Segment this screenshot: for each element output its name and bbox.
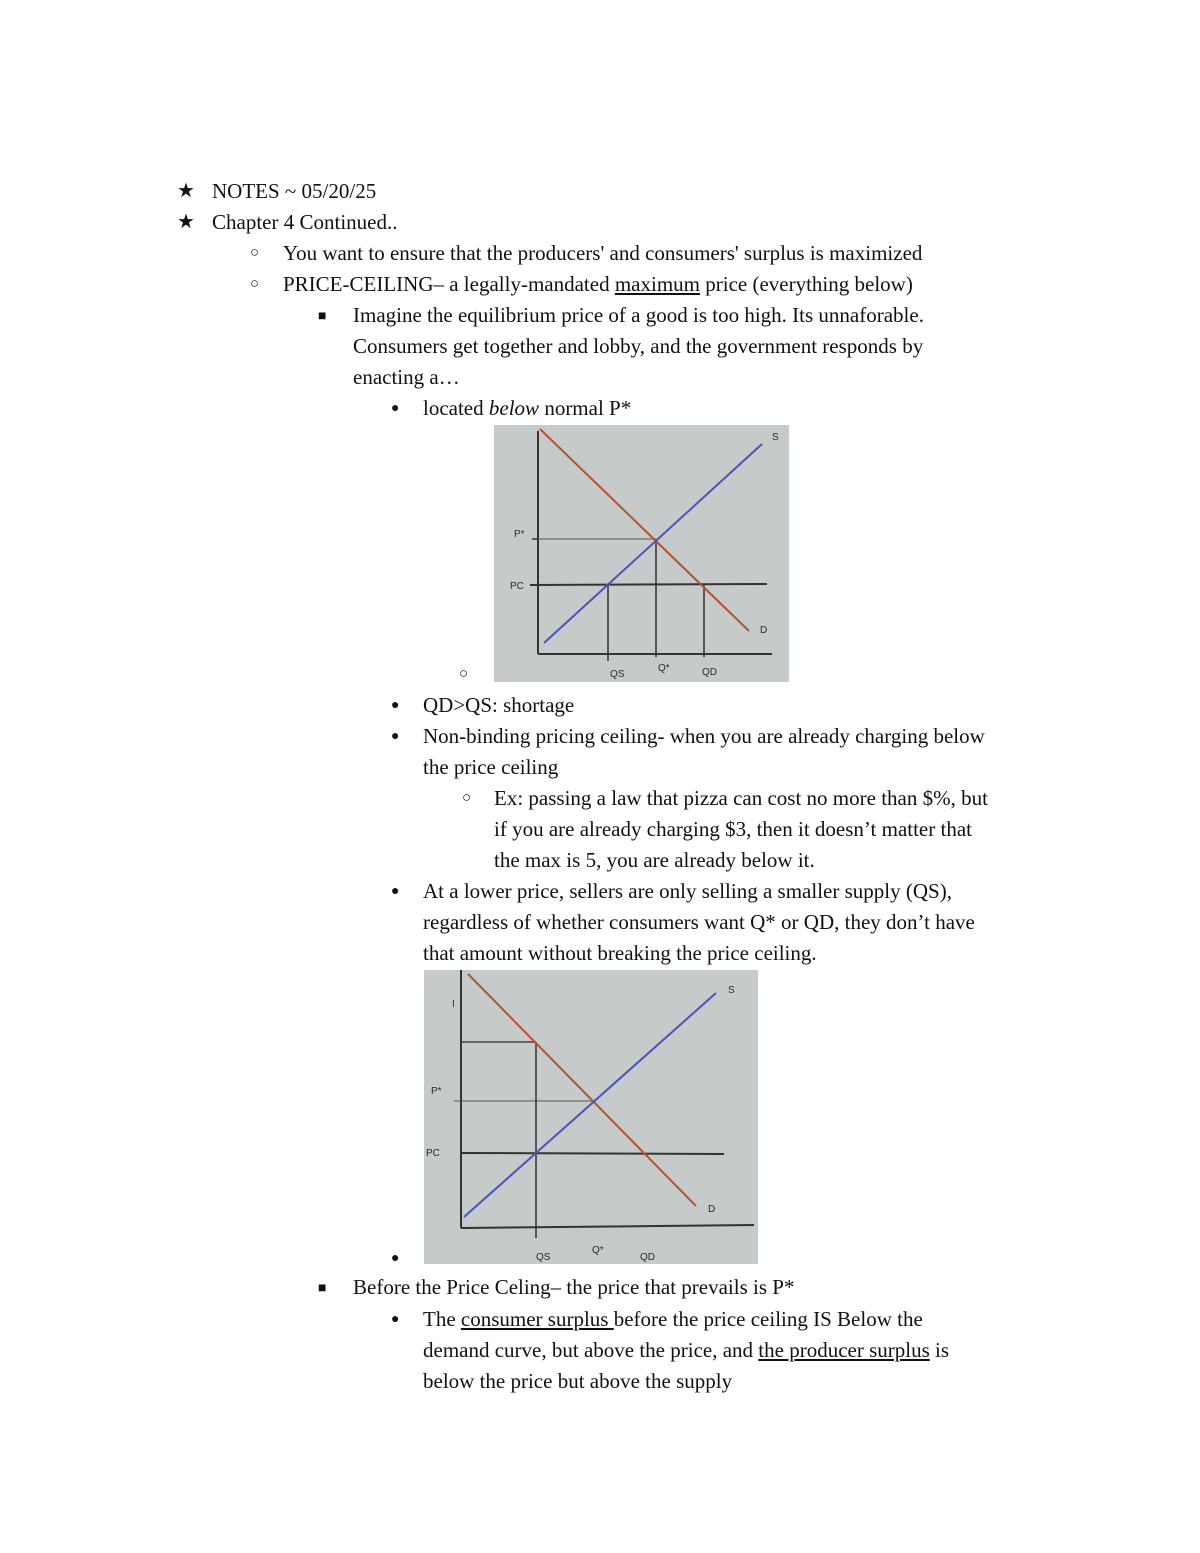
- hollow-circle-bullet-icon: ○: [462, 790, 472, 806]
- surplus-line-1: [423, 1304, 923, 1335]
- consumer-surplus-term: consumer surplus: [460, 1307, 614, 1331]
- star-bullet-icon: ★: [177, 180, 195, 202]
- surplus-line-1-post: before the price ceiling IS Below the: [613, 1307, 923, 1331]
- pc-label: PC: [426, 1148, 440, 1159]
- chapter-heading: Chapter 4 Continued..: [212, 210, 398, 234]
- lower-price-line-2: regardless of whether consumers want Q* or QD, they don’t have: [423, 910, 975, 934]
- qs-label: QS: [536, 1252, 551, 1263]
- x-axis: [461, 1225, 754, 1228]
- black-dot-bullet-icon: ●: [391, 401, 400, 416]
- qs-label: QS: [610, 669, 625, 680]
- black-square-bullet-icon: ■: [318, 1281, 327, 1296]
- demand-curve: [540, 429, 749, 631]
- example-line-3: the max is 5, you are already below it.: [494, 848, 815, 872]
- black-square-bullet-icon: ■: [318, 309, 327, 324]
- located-pre: located: [423, 396, 489, 420]
- demand-label: D: [760, 625, 768, 636]
- surplus-line-2: [423, 1335, 949, 1366]
- surplus-line-2-post: is: [929, 1338, 950, 1362]
- surplus-goal: You want to ensure that the producers' and consumers' surplus is maximized: [283, 241, 923, 265]
- notes-title: NOTES ~ 05/20/25: [212, 179, 377, 203]
- producer-surplus-term: the producer surplus: [758, 1338, 930, 1362]
- definition-pre: PRICE-CEILING– a legally-mandated: [283, 272, 615, 296]
- example-line-1: Ex: passing a law that pizza can cost no more than $%, but: [494, 786, 988, 810]
- surplus-line-2-pre: demand curve, but above the price, and: [423, 1338, 759, 1362]
- price-ceiling-graph-1: [494, 425, 789, 682]
- price-ceiling-definition: [283, 269, 913, 300]
- black-dot-bullet-icon: ●: [391, 884, 400, 899]
- pstar-label: P*: [514, 529, 525, 540]
- top-axis-label: I: [452, 999, 455, 1010]
- example-line-2: if you are already charging $3, then it doesn’t matter that: [494, 817, 972, 841]
- demand-curve: [468, 974, 696, 1206]
- qstar-label: Q*: [592, 1245, 604, 1256]
- lower-price-line-1: At a lower price, sellers are only selling a smaller supply (QS),: [423, 879, 952, 903]
- located-italic: below: [488, 396, 540, 420]
- black-dot-bullet-icon: ●: [391, 1312, 400, 1327]
- located-post: normal P*: [539, 396, 632, 420]
- price-ceiling-line: [530, 584, 767, 585]
- surplus-line-3: below the price but above the supply: [423, 1369, 733, 1393]
- lower-price-line-3: that amount without breaking the price ceiling.: [423, 941, 817, 965]
- supply-label: S: [728, 985, 735, 996]
- pc-label: PC: [510, 581, 524, 592]
- star-bullet-icon: ★: [177, 211, 195, 233]
- nonbinding-line-1: Non-binding pricing ceiling- when you are already charging below: [423, 724, 985, 748]
- black-dot-bullet-icon: ●: [391, 698, 400, 713]
- surplus-line-1-pre: The: [423, 1307, 461, 1331]
- imagine-line-2: Consumers get together and lobby, and the government responds by: [353, 334, 924, 358]
- demand-label: D: [708, 1204, 716, 1215]
- shortage-note: QD>QS: shortage: [423, 693, 575, 717]
- black-dot-bullet-icon: ●: [391, 729, 400, 744]
- qstar-label: Q*: [658, 663, 670, 674]
- qd-label: QD: [702, 667, 717, 678]
- supply-curve: [464, 993, 716, 1217]
- located-below: [423, 393, 631, 424]
- definition-maximum: maximum: [614, 272, 700, 296]
- imagine-line-1: Imagine the equilibrium price of a good is too high. Its unnaforable.: [353, 303, 924, 327]
- hollow-circle-bullet-icon: ○: [250, 245, 260, 261]
- supply-label: S: [772, 432, 779, 443]
- nonbinding-line-2: the price ceiling: [423, 755, 559, 779]
- price-ceiling-graph-2: [424, 970, 758, 1264]
- imagine-line-3: enacting a…: [353, 365, 460, 389]
- before-ceiling-note: Before the Price Celing– the price that prevails is P*: [353, 1275, 795, 1299]
- qd-label: QD: [640, 1252, 655, 1263]
- price-ceiling-line: [461, 1153, 724, 1154]
- hollow-circle-bullet-icon: ○: [250, 276, 260, 292]
- hollow-circle-bullet-icon: ○: [459, 666, 469, 682]
- pstar-label: P*: [431, 1086, 442, 1097]
- definition-post: price (everything below): [700, 272, 913, 296]
- black-dot-bullet-icon: ●: [391, 1251, 400, 1266]
